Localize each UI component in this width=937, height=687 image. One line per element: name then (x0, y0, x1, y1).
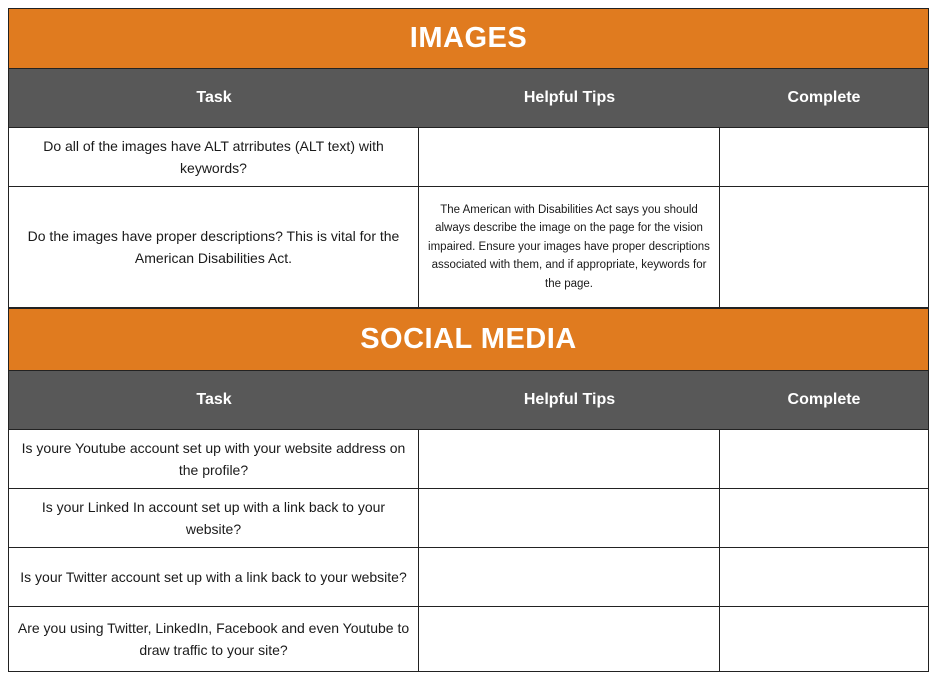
task-cell: Is your Linked In account set up with a link back to your website? (9, 489, 419, 547)
tips-cell[interactable] (419, 430, 720, 488)
table-row (9, 430, 928, 489)
task-cell: Is your Twitter account set up with a link back to your website? (9, 548, 419, 606)
header-helpful-tips: Helpful Tips (523, 391, 616, 408)
table-row (9, 187, 928, 308)
complete-cell[interactable] (720, 607, 928, 671)
section-title-images: IMAGES (9, 8, 928, 69)
task-cell: Is youre Youtube account set up with your website address on the profile? (9, 430, 419, 488)
tips-cell[interactable]: The American with Disabilities Act says you should always describe the image on the page for the vision impaired. Ensure your images have proper descriptions associated with them, and if appropriate, keywords for the page. (419, 187, 720, 307)
complete-cell[interactable] (720, 489, 928, 547)
table-header-social-media (9, 371, 928, 430)
table-row (9, 548, 928, 607)
checklist-sheet (8, 8, 929, 672)
section-title-social-media: SOCIAL MEDIA (9, 308, 928, 371)
complete-cell[interactable] (720, 128, 928, 186)
task-cell: Are you using Twitter, LinkedIn, Facebook and even Youtube to draw traffic to your site? (9, 607, 419, 671)
table-header-images (9, 69, 928, 128)
table-row (9, 128, 928, 187)
table-row (9, 607, 928, 672)
table-row (9, 489, 928, 548)
complete-cell[interactable] (720, 548, 928, 606)
task-cell: Do all of the images have ALT atrributes (ALT text) with keywords? (9, 128, 419, 186)
complete-cell[interactable] (720, 187, 928, 307)
header-helpful-tips: Helpful Tips (523, 89, 616, 106)
header-task: Task (196, 89, 232, 106)
header-complete: Complete (787, 89, 861, 106)
tips-cell[interactable] (419, 128, 720, 186)
tips-cell[interactable] (419, 548, 720, 606)
header-complete: Complete (787, 391, 861, 408)
complete-cell[interactable] (720, 430, 928, 488)
tips-cell[interactable] (419, 489, 720, 547)
task-cell: Do the images have proper descriptions? This is vital for the American Disabilities Act. (9, 187, 419, 307)
tips-cell[interactable] (419, 607, 720, 671)
header-task: Task (196, 391, 232, 408)
